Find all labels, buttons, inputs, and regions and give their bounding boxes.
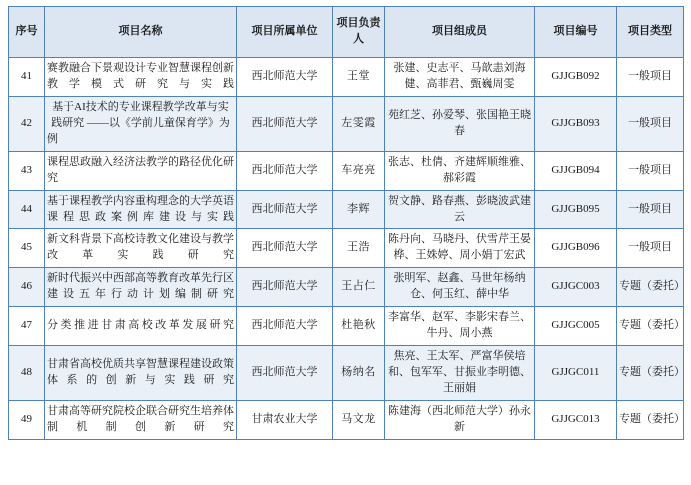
cell-code: GJJGC003: [535, 268, 617, 307]
column-header-unit: 项目所属单位: [237, 7, 333, 58]
cell-name: 新文科背景下高校诗教文化建设与教学改革实践研究: [45, 229, 237, 268]
cell-no: 45: [9, 229, 45, 268]
column-header-code: 项目编号: [535, 7, 617, 58]
cell-type: 一般项目: [617, 190, 684, 229]
cell-type: 一般项目: [617, 151, 684, 190]
table-header-row: [9, 7, 684, 58]
column-header-no: 序号: [9, 7, 45, 58]
cell-type: 专题（委托）: [617, 268, 684, 307]
cell-unit: 西北师范大学: [237, 190, 333, 229]
cell-unit: 西北师范大学: [237, 268, 333, 307]
cell-leader: 王堂: [333, 58, 385, 97]
cell-name: 分类推进甘肃高校改革发展研究: [45, 307, 237, 346]
cell-members: 陈丹向、马晓丹、伏雪芹王晏桦、王姝婷、周小娟丁宏武: [385, 229, 535, 268]
cell-type: 一般项目: [617, 96, 684, 151]
cell-members: 陈建海（西北师范大学）孙永新: [385, 400, 535, 439]
table-row: [9, 58, 684, 97]
cell-members: 李富华、赵军、李影宋春兰、牛丹、周小燕: [385, 307, 535, 346]
table-row: [9, 96, 684, 151]
cell-leader: 杨纳名: [333, 346, 385, 401]
cell-no: 41: [9, 58, 45, 97]
column-header-members: 项目组成员: [385, 7, 535, 58]
cell-name: 赛教融合下景观设计专业智慧课程创新教学模式研究与实践: [45, 58, 237, 97]
cell-leader: 车亮亮: [333, 151, 385, 190]
cell-no: 44: [9, 190, 45, 229]
cell-code: GJJGC011: [535, 346, 617, 401]
cell-type: 专题（委托）: [617, 307, 684, 346]
cell-unit: 西北师范大学: [237, 346, 333, 401]
cell-code: GJJGB096: [535, 229, 617, 268]
table-row: [9, 268, 684, 307]
table-row: [9, 229, 684, 268]
cell-unit: 西北师范大学: [237, 307, 333, 346]
cell-type: 一般项目: [617, 58, 684, 97]
cell-unit: 西北师范大学: [237, 96, 333, 151]
cell-name: 甘肃高等研究院校企联合研究生培养体制机制创新研究: [45, 400, 237, 439]
cell-code: GJJGB095: [535, 190, 617, 229]
cell-members: 焦亮、王太军、严富华侯培和、包军军、甘振业李明德、王丽娟: [385, 346, 535, 401]
cell-code: GJJGC005: [535, 307, 617, 346]
cell-members: 张建、史志平、马歆恚刘海健、高菲君、甄巍周雯: [385, 58, 535, 97]
table-body: [9, 58, 684, 440]
cell-unit: 甘肃农业大学: [237, 400, 333, 439]
cell-leader: 李辉: [333, 190, 385, 229]
column-header-leader: 项目负责人: [333, 7, 385, 58]
cell-members: 张志、杜倩、齐建辉顺维雅、郝彩霞: [385, 151, 535, 190]
cell-members: 张明军、赵鑫、马世年杨纳仓、何玉红、薛中华: [385, 268, 535, 307]
cell-no: 47: [9, 307, 45, 346]
cell-name: 课程思政融入经济法教学的路径优化研究: [45, 151, 237, 190]
column-header-name: 项目名称: [45, 7, 237, 58]
cell-code: GJJGB093: [535, 96, 617, 151]
cell-leader: 王占仁: [333, 268, 385, 307]
cell-unit: 西北师范大学: [237, 58, 333, 97]
cell-members: 贺文静、路春燕、彭晓波武建云: [385, 190, 535, 229]
cell-no: 49: [9, 400, 45, 439]
cell-leader: 马文龙: [333, 400, 385, 439]
cell-code: GJJGC013: [535, 400, 617, 439]
cell-type: 专题（委托）: [617, 400, 684, 439]
cell-members: 苑红芝、孙爱琴、张国艳王晓春: [385, 96, 535, 151]
cell-no: 43: [9, 151, 45, 190]
cell-code: GJJGB094: [535, 151, 617, 190]
table-row: [9, 151, 684, 190]
cell-name: 甘肃省高校优质共享智慧课程建设政策体系的创新与实践研究: [45, 346, 237, 401]
cell-unit: 西北师范大学: [237, 151, 333, 190]
cell-name: 基于AI技术的专业课程教学改革与实践研究 ——以《学前儿童保育学》为例: [45, 96, 237, 151]
table-row: [9, 307, 684, 346]
cell-no: 42: [9, 96, 45, 151]
table-row: [9, 346, 684, 401]
cell-type: 专题（委托）: [617, 346, 684, 401]
cell-unit: 西北师范大学: [237, 229, 333, 268]
cell-code: GJJGB092: [535, 58, 617, 97]
cell-name: 新时代振兴中西部高等教育改革先行区建设五年行动计划编制研究: [45, 268, 237, 307]
cell-leader: 王浩: [333, 229, 385, 268]
cell-no: 46: [9, 268, 45, 307]
cell-leader: 杜艳秋: [333, 307, 385, 346]
project-table: [8, 6, 684, 440]
table-row: [9, 190, 684, 229]
cell-type: 一般项目: [617, 229, 684, 268]
cell-leader: 左雯霞: [333, 96, 385, 151]
cell-name: 基于课程教学内容重构理念的大学英语课程思政案例库建设与实践: [45, 190, 237, 229]
table-header: [9, 7, 684, 58]
column-header-type: 项目类型: [617, 7, 684, 58]
cell-no: 48: [9, 346, 45, 401]
table-row: [9, 400, 684, 439]
